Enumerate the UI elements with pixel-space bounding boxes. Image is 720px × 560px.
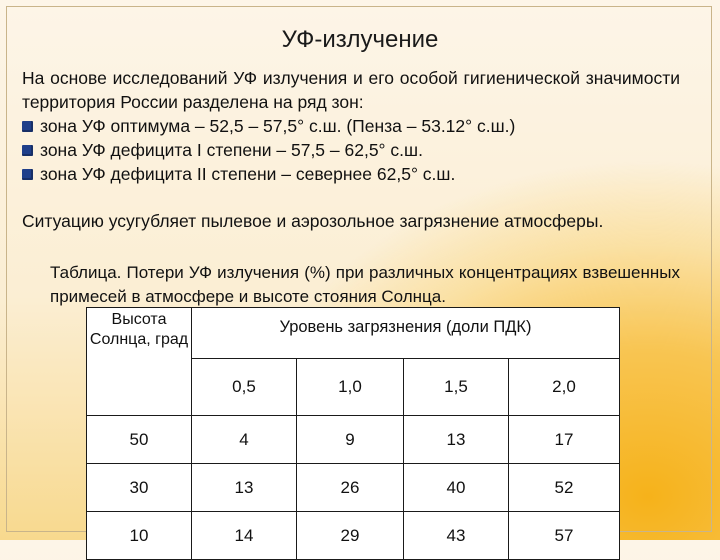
- table-row: [87, 416, 620, 464]
- square-bullet-icon: [22, 169, 33, 180]
- table-cell: 13: [192, 464, 297, 512]
- table-cell: 57: [509, 512, 620, 560]
- square-bullet-icon: [22, 121, 33, 132]
- slide-title: УФ-излучение: [281, 26, 439, 53]
- column-header: 0,5: [192, 359, 297, 416]
- table-cell: 40: [404, 464, 509, 512]
- intro-paragraph: На основе исследований УФ излучения и его особой гигиенической значимости территория России разделена на ряд зон:: [22, 68, 680, 112]
- column-header: 1,5: [404, 359, 509, 416]
- column-header: 2,0: [509, 359, 620, 416]
- table-cell: 29: [297, 512, 404, 560]
- zone-item: [22, 162, 702, 186]
- table-cell: 13: [404, 416, 509, 464]
- table-cell: 14: [192, 512, 297, 560]
- zone-text: зона УФ дефицита I степени – 57,5 – 62,5° с.ш.: [40, 140, 423, 160]
- table-row: [87, 464, 620, 512]
- table-row: [87, 512, 620, 560]
- table-cell: 26: [297, 464, 404, 512]
- table-cell: 4: [192, 416, 297, 464]
- zone-item: [22, 114, 702, 138]
- table-cell: 52: [509, 464, 620, 512]
- pollution-level-header: Уровень загрязнения (доли ПДК): [192, 308, 620, 359]
- zone-item: [22, 138, 702, 162]
- sun-height-cell: 10: [87, 512, 192, 560]
- zone-list: [22, 114, 702, 186]
- sun-height-cell: 50: [87, 416, 192, 464]
- table-caption: Таблица. Потери УФ излучения (%) при различных концентрациях взвешенных примесей в атмосфере и высоте стояния Солнца.: [50, 263, 680, 306]
- square-bullet-icon: [22, 145, 33, 156]
- table-cell: 17: [509, 416, 620, 464]
- sun-height-cell: 30: [87, 464, 192, 512]
- situation-paragraph: Ситуацию усугубляет пылевое и аэрозольное загрязнение атмосферы.: [22, 211, 604, 231]
- uv-loss-table: [86, 307, 620, 560]
- column-header: 1,0: [297, 359, 404, 416]
- table-cell: 9: [297, 416, 404, 464]
- table-cell: 43: [404, 512, 509, 560]
- sun-height-header: Высота Солнца, град: [87, 308, 192, 416]
- zone-text: зона УФ дефицита II степени – севернее 62,5° с.ш.: [40, 164, 456, 184]
- zone-text: зона УФ оптимума – 52,5 – 57,5° с.ш. (Пенза – 53.12° с.ш.): [40, 116, 516, 136]
